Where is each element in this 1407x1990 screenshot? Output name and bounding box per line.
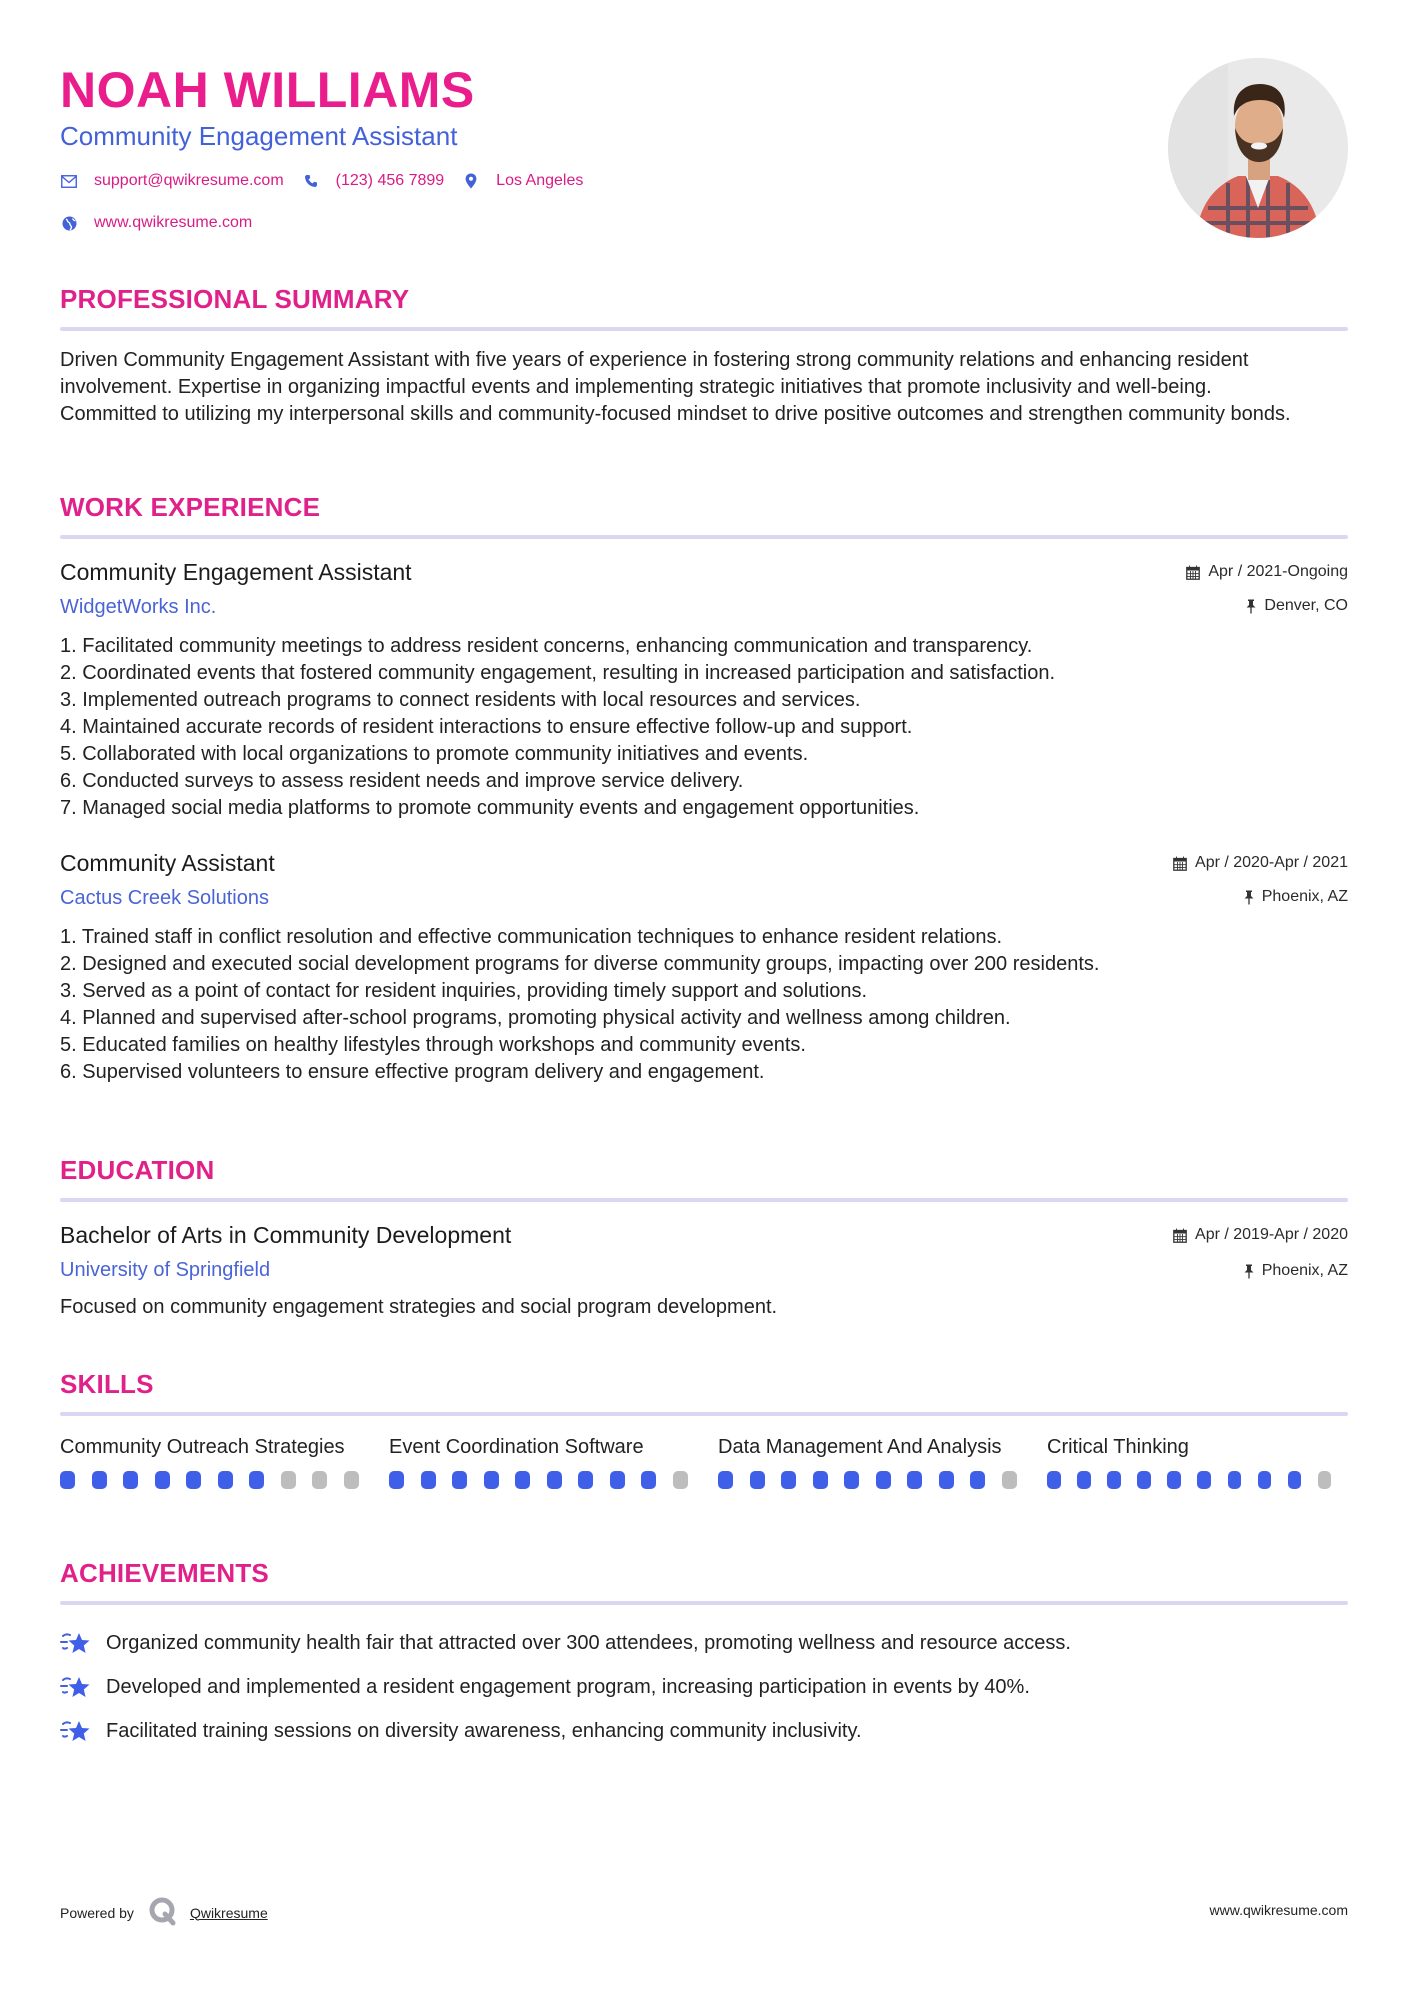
bullet: 3. Served as a point of contact for resident inquiries, providing timely support and solutions. xyxy=(60,980,868,1002)
website-text: www.qwikresume.com xyxy=(94,214,253,231)
rating-dot-filled xyxy=(750,1471,765,1489)
company-name: WidgetWorks Inc. xyxy=(60,596,217,618)
rating-dot-filled xyxy=(876,1471,891,1489)
qwikresume-link[interactable]: Qwikresume xyxy=(189,1904,268,1921)
education-entry xyxy=(60,1220,1348,1321)
rating-dot-filled xyxy=(60,1471,75,1489)
section-divider xyxy=(60,327,1348,331)
contact-row xyxy=(60,172,601,190)
education-dates: Apr / 2019-Apr / 2020 xyxy=(1173,1226,1348,1244)
rating-dot-filled xyxy=(1288,1471,1302,1489)
bullet: 4. Planned and supervised after-school programs, promoting physical activity and wellness among children. xyxy=(60,1007,1011,1029)
job-location: Phoenix, AZ xyxy=(1244,888,1348,906)
globe-icon xyxy=(60,214,78,232)
rating-dot-filled xyxy=(389,1471,404,1489)
rating-dot-filled xyxy=(452,1471,467,1489)
star-icon xyxy=(60,1673,92,1701)
bullet: 3. Implemented outreach programs to connect residents with local resources and services. xyxy=(60,689,861,711)
contact-email[interactable] xyxy=(60,172,284,190)
bullet: 2. Designed and executed social development programs for diverse community groups, impacting over 200 residents. xyxy=(60,953,1100,975)
phone-icon xyxy=(302,172,320,190)
rating-dot-empty xyxy=(673,1471,688,1489)
rating-dot-filled xyxy=(249,1471,264,1489)
powered-by-label: Powered by xyxy=(60,1904,134,1921)
job-title: Community Assistant xyxy=(60,850,275,876)
summary-section xyxy=(60,283,1348,428)
rating-dot-filled xyxy=(1167,1471,1181,1489)
rating-dot-filled xyxy=(781,1471,796,1489)
phone-text: (123) 456 7899 xyxy=(335,172,445,189)
bullet: 7. Managed social media platforms to promote community events and engagement opportunities. xyxy=(60,797,920,819)
rating-dot-filled xyxy=(1228,1471,1242,1489)
rating-dot-filled xyxy=(1258,1471,1272,1489)
achievement-item: Organized community health fair that attracted over 300 attendees, promoting wellness and resource access. xyxy=(60,1621,1348,1665)
bullet: 5. Collaborated with local organizations to promote community initiatives and events. xyxy=(60,743,809,765)
bullet: 2. Coordinated events that fostered community engagement, resulting in increased participation and satisfaction. xyxy=(60,662,1056,684)
bullet: 1. Facilitated community meetings to address resident concerns, enhancing communication and transparency. xyxy=(60,635,1033,657)
rating-dot-filled xyxy=(718,1471,733,1489)
rating-dot-filled xyxy=(578,1471,593,1489)
rating-dot-filled xyxy=(813,1471,828,1489)
bullet: 4. Maintained accurate records of resident interactions to ensure effective follow-up and support. xyxy=(60,716,913,738)
education-location: Phoenix, AZ xyxy=(1244,1262,1348,1280)
calendar-icon xyxy=(1173,856,1187,871)
footer-website-link[interactable]: www.qwikresume.com xyxy=(1209,1902,1348,1918)
section-divider xyxy=(60,1198,1348,1202)
rating-dot-filled xyxy=(939,1471,954,1489)
job-bullets xyxy=(60,924,1348,1086)
skill-item xyxy=(1047,1434,1348,1489)
achievement-item: Developed and implemented a resident engagement program, increasing participation in events by 40%. xyxy=(60,1665,1348,1709)
rating-dot-filled xyxy=(123,1471,138,1489)
skill-rating xyxy=(389,1471,718,1489)
location-text: Los Angeles xyxy=(496,172,584,189)
degree: Bachelor of Arts in Community Development xyxy=(60,1222,512,1248)
rating-dot-filled xyxy=(641,1471,656,1489)
calendar-icon xyxy=(1186,565,1200,580)
rating-dot-filled xyxy=(907,1471,922,1489)
achievement-item: Facilitated training sessions on diversity awareness, enhancing community inclusivity. xyxy=(60,1709,1348,1753)
rating-dot-filled xyxy=(610,1471,625,1489)
section-heading: WORK EXPERIENCE xyxy=(60,492,321,522)
job-bullets xyxy=(60,633,1348,822)
section-divider xyxy=(60,535,1348,539)
rating-dot-filled xyxy=(421,1471,436,1489)
company-name: Cactus Creek Solutions xyxy=(60,887,269,909)
section-divider xyxy=(60,1601,1348,1605)
skill-name: Community Outreach Strategies xyxy=(60,1436,345,1458)
rating-dot-filled xyxy=(218,1471,233,1489)
skill-name: Event Coordination Software xyxy=(389,1436,644,1458)
rating-dot-filled xyxy=(844,1471,859,1489)
skills-grid xyxy=(60,1434,1348,1489)
skill-name: Data Management And Analysis xyxy=(718,1436,1002,1458)
pushpin-icon xyxy=(1244,890,1254,905)
achievements-section xyxy=(60,1557,1348,1753)
rating-dot-filled xyxy=(92,1471,107,1489)
email-text: support@qwikresume.com xyxy=(94,172,284,189)
candidate-title: Community Engagement Assistant xyxy=(60,121,458,151)
bullet: 5. Educated families on healthy lifestyles through workshops and community events. xyxy=(60,1034,806,1056)
job-dates: Apr / 2020-Apr / 2021 xyxy=(1173,854,1348,872)
section-heading: EDUCATION xyxy=(60,1155,215,1185)
envelope-icon xyxy=(60,172,78,190)
rating-dot-filled xyxy=(1047,1471,1061,1489)
profile-photo xyxy=(1168,58,1348,238)
contact-phone[interactable] xyxy=(302,172,445,190)
bullet: 6. Supervised volunteers to ensure effective program delivery and engagement. xyxy=(60,1061,765,1083)
contact-location xyxy=(462,172,583,190)
summary-text: Driven Community Engagement Assistant with five years of experience in fostering strong community relations and enhancing resident involvement. Expertise in organizing impactful events and implementing strategic initiatives that promote inclusivity and well-being. Committed to utilizing my interpersonal skills and community-focused mindset to drive positive outcomes and strengthen community bonds. xyxy=(60,349,1291,425)
qwikresume-logo-icon xyxy=(148,1896,178,1929)
rating-dot-empty xyxy=(344,1471,359,1489)
school-name: University of Springfield xyxy=(60,1259,271,1281)
rating-dot-filled xyxy=(1077,1471,1091,1489)
candidate-name: NOAH WILLIAMS xyxy=(60,62,475,118)
rating-dot-empty xyxy=(1002,1471,1017,1489)
job-entry xyxy=(60,557,1348,822)
rating-dot-empty xyxy=(1318,1471,1332,1489)
rating-dot-empty xyxy=(312,1471,327,1489)
footer-powered-by xyxy=(60,1896,268,1929)
rating-dot-filled xyxy=(547,1471,562,1489)
achievements-list xyxy=(60,1621,1348,1753)
rating-dot-filled xyxy=(515,1471,530,1489)
rating-dot-filled xyxy=(484,1471,499,1489)
rating-dot-filled xyxy=(1107,1471,1121,1489)
section-heading: PROFESSIONAL SUMMARY xyxy=(60,284,410,314)
pushpin-icon xyxy=(1244,1264,1254,1279)
education-section xyxy=(60,1154,1348,1321)
job-title: Community Engagement Assistant xyxy=(60,559,412,585)
pushpin-icon xyxy=(1246,599,1256,614)
job-location: Denver, CO xyxy=(1246,597,1348,615)
education-description: Focused on community engagement strategies and social program development. xyxy=(60,1296,778,1318)
contact-row-web xyxy=(60,214,270,232)
rating-dot-filled xyxy=(1137,1471,1151,1489)
rating-dot-filled xyxy=(186,1471,201,1489)
skill-item xyxy=(389,1434,718,1489)
bullet: 1. Trained staff in conflict resolution and effective communication techniques to enhance resident relations. xyxy=(60,926,1003,948)
rating-dot-filled xyxy=(970,1471,985,1489)
rating-dot-empty xyxy=(281,1471,296,1489)
calendar-icon xyxy=(1173,1228,1187,1243)
rating-dot-filled xyxy=(155,1471,170,1489)
skill-item xyxy=(718,1434,1047,1489)
section-heading: SKILLS xyxy=(60,1369,154,1399)
experience-section xyxy=(60,491,1348,1086)
skill-name: Critical Thinking xyxy=(1047,1436,1189,1458)
job-dates: Apr / 2021-Ongoing xyxy=(1186,563,1348,581)
skill-item xyxy=(60,1434,389,1489)
skill-rating xyxy=(60,1471,389,1489)
star-icon xyxy=(60,1717,92,1745)
section-heading: ACHIEVEMENTS xyxy=(60,1558,269,1588)
bullet: 6. Conducted surveys to assess resident needs and improve service delivery. xyxy=(60,770,744,792)
skill-rating xyxy=(1047,1471,1348,1489)
rating-dot-filled xyxy=(1197,1471,1211,1489)
map-pin-icon xyxy=(462,172,480,190)
contact-website[interactable] xyxy=(60,214,252,232)
skill-rating xyxy=(718,1471,1047,1489)
job-entry xyxy=(60,848,1348,1086)
skills-section xyxy=(60,1368,1348,1489)
star-icon xyxy=(60,1629,92,1657)
section-divider xyxy=(60,1412,1348,1416)
